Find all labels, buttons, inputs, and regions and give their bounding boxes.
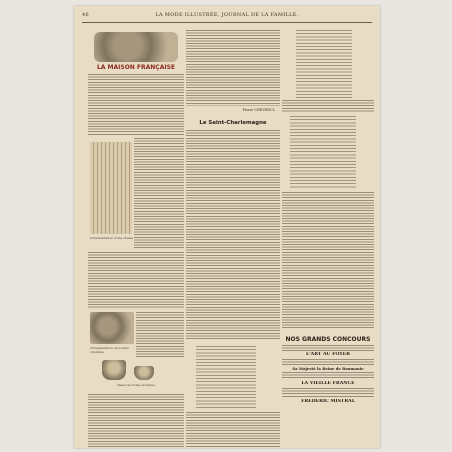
contest-text-2 — [282, 359, 374, 365]
contest-line-3: LA VIEILLE FRANCE — [301, 381, 355, 386]
contest-line-1: L'ART AU FOYER — [306, 352, 350, 357]
poem-verses-2 — [290, 116, 356, 188]
vase-engraving-2 — [134, 366, 154, 380]
journal-page — [74, 6, 380, 448]
poem-excerpt — [196, 346, 256, 408]
silk-engraving — [90, 312, 134, 344]
journal-title: LA MODE ILLUSTRÉE, JOURNAL DE LA FAMILLE. — [155, 12, 299, 18]
article-text-maison-3 — [88, 252, 184, 308]
article-text-charlemagne-1 — [186, 130, 280, 340]
caption-fig3: Vases de forme ancienne — [117, 383, 155, 387]
article-text-maison-1 — [88, 74, 184, 136]
author-signature: Pierre CHEVREUL. — [242, 108, 276, 112]
contest-text-3 — [282, 372, 374, 380]
article-text-maison-5 — [88, 394, 184, 448]
article-text-right-2 — [282, 192, 374, 330]
article-text-maison-4 — [136, 312, 184, 358]
article-text-right-1 — [282, 100, 374, 112]
poem-verses-1 — [296, 30, 352, 98]
contest-line-2: Sa Majesté la Reine de Roumanie — [292, 366, 364, 371]
masthead-engraving — [94, 32, 178, 62]
article-text-maison-2 — [134, 138, 184, 248]
contest-title: NOS GRANDS CONCOURS — [285, 336, 371, 343]
section-title-maison: LA MAISON FRANÇAISE — [96, 64, 176, 71]
article-text-maison-6 — [186, 30, 280, 106]
contest-line-4: FRÉDÉRIC MISTRAL — [301, 399, 355, 404]
vase-engraving-1 — [102, 360, 126, 380]
caption-fig2: Ornementation de soierie orientale — [90, 346, 129, 354]
page-number: 46 — [82, 12, 89, 18]
header-rule — [82, 22, 372, 23]
article-text-charlemagne-2 — [186, 412, 280, 448]
page-header — [82, 12, 372, 22]
chair-engraving — [90, 142, 132, 234]
contest-intro-text — [282, 345, 374, 351]
caption-fig1: Ornementation d'une chaise — [90, 236, 134, 240]
section-title-saint-charlemagne: Le Saint-Charlemagne — [199, 120, 267, 126]
contest-text-4 — [282, 388, 374, 398]
